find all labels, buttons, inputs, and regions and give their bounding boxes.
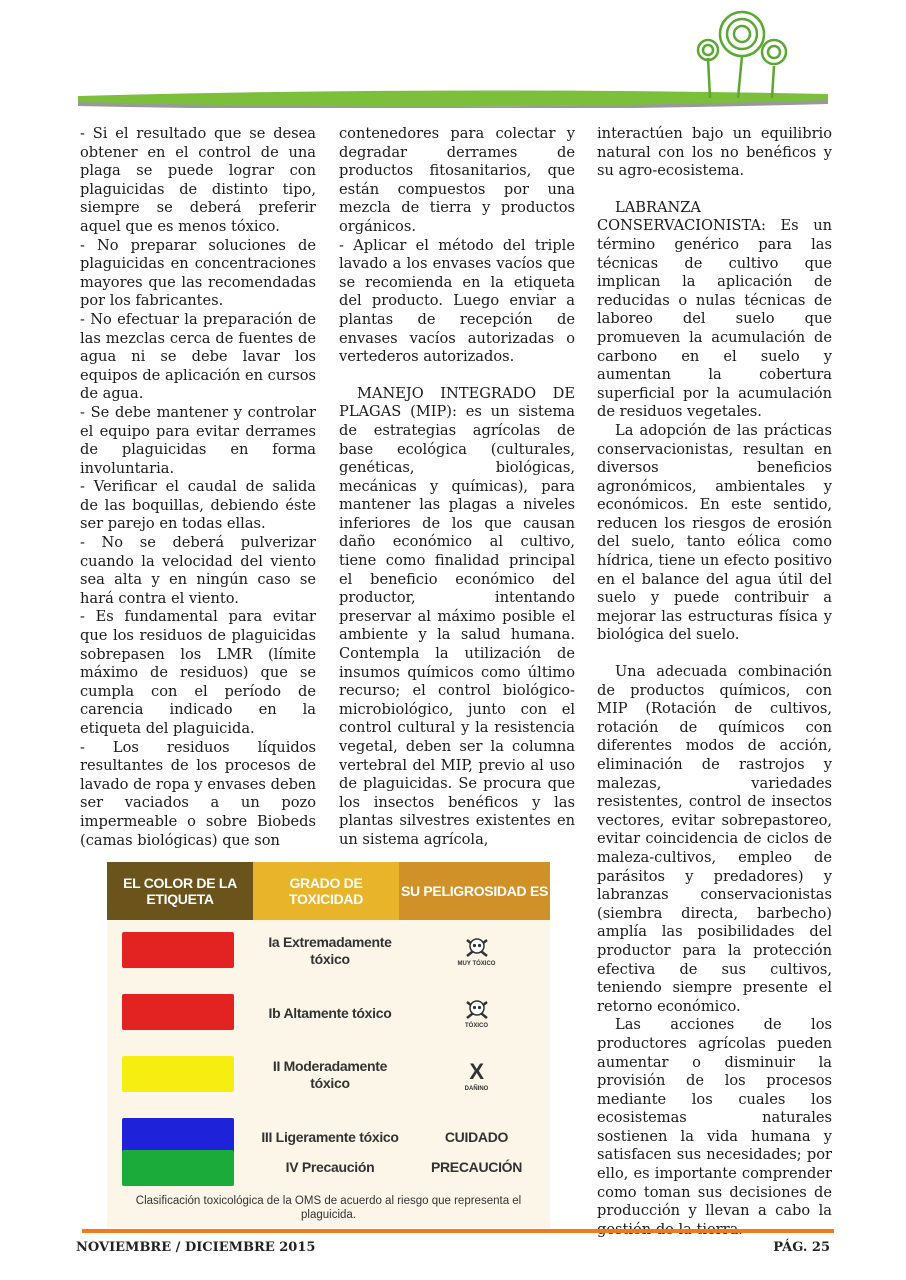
toxicity-level: II Moderadamente tóxico	[272, 1058, 388, 1091]
paragraph: - Aplicar el método del triple lavado a los envases vacíos que se recomienda en la etiqueta del producto. Luego enviar a plantas de recepción de envases vacíos autorizadas o vertederos autorizados.	[339, 236, 575, 366]
hazard-cell	[403, 920, 550, 982]
label-color-swatch	[122, 994, 234, 1030]
header-toxicity-grade: GRADO DE TOXICIDAD	[253, 862, 399, 920]
tree-logo-icon	[688, 8, 788, 100]
toxicity-level: Ia Extremadamente tóxico	[268, 934, 392, 967]
hazard-word: PRECAUCIÓN	[430, 1159, 523, 1175]
paragraph: - Verificar el caudal de salida de las boquillas, debiendo éste ser parejo en todas ellas.	[80, 478, 316, 533]
paragraph: - Se debe mantener y controlar el equipo para evitar derrames de plaguicidas en forma involuntaria.	[80, 403, 316, 477]
column-2	[339, 125, 575, 850]
hazard-small-label: TÓXICO	[464, 1022, 488, 1029]
hazard-cell	[403, 1044, 550, 1106]
skull-crossbones-icon	[464, 936, 490, 960]
paragraph: - Si el resultado que se desea obtener en el control de una plaga se puede lograr con plaguicidas de distinto tipo, siempre se deberá preferir aquel que es menos tóxico.	[80, 125, 316, 235]
paragraph: - Es fundamental para evitar que los residuos de plaguicidas sobrepasen los LMR (límite máximo de residuos) que se cumpla con el período de carencia indicado en la etiqueta del plaguicida.	[80, 608, 316, 737]
paragraph: - No preparar soluciones de plaguicidas en concentraciones mayores que las recomendadas por los fabricantes.	[80, 236, 316, 310]
hazard-small-label: DAÑINO	[464, 1085, 489, 1092]
paragraph: interactúen bajo un equilibrio natural con los no benéficos y su agro-ecosistema.	[597, 125, 832, 180]
footer-orange-rule	[82, 1229, 834, 1233]
toxicity-table	[107, 862, 550, 1228]
hazard-small-label: MUY TÓXICO	[457, 960, 496, 967]
paragraph: La adopción de las prácticas conservacionistas, resultan en diversos beneficios agronómicos, ambientales y económicos. En este sentido, reducen los riesgos de erosión del suelo, tanto eólica como hídrica, tiene un efecto positivo en el balance del agua útil del suelo y puede contribuir a mejorar las estructuras física y biológica del suelo.	[597, 421, 832, 644]
issue-date: NOVIEMBRE / DICIEMBRE 2015	[76, 1240, 316, 1255]
labranza-paragraph: LABRANZA CONSERVACIONISTA: Es un término genérico para las técnicas de cultivo que implican la aplicación de reducidas o nulas técnicas de laboreo del suelo que promueven la acumulación de carbono en el suelo y aumentan la cobertura superficial por la acumulación de residuos vegetales.	[597, 198, 832, 421]
hazard-cell	[403, 1140, 550, 1194]
toxicity-level: IV Precaución	[285, 1158, 375, 1175]
toxicity-level: III Ligeramente tóxico	[261, 1128, 399, 1145]
toxicity-row	[107, 1140, 550, 1194]
hazard-cell	[403, 982, 550, 1044]
paragraph: - No efectuar la preparación de las mezclas cerca de fuentes de agua ni se debe lavar los equipos de aplicación en cursos de agua.	[80, 310, 316, 403]
mip-paragraph: MANEJO INTEGRADO DE PLAGAS (MIP): es un sistema de estrategias agrícolas de base ecológica (culturales, genéticas, biológicas, mecánicas y químicas), para mantener las plagas a niveles inferiores de los que causan daño económico al cultivo, tiene como finalidad principal el beneficio económico del productor, intentando preservar al máximo posible el ambiente y la salud humana. Contempla la utilización de insumos químicos como último recurso; el control biológico-microbiológico, junto con el control cultural y la resistencia vegetal, deben ser la columna vertebral del MIP, previo al uso de plaguicidas. Se procura que los insectos benéficos y las plantas silvestres existentes en un sistema agrícola,	[339, 384, 575, 848]
hazard-word: CUIDADO	[444, 1129, 509, 1145]
toxicity-row	[107, 982, 550, 1044]
table-caption: Clasificación toxicológica de la OMS de acuerdo al riesgo que representa el plaguicida.	[135, 1195, 522, 1221]
toxicity-row	[107, 920, 550, 982]
header-hazard: SU PELIGROSIDAD ES	[399, 862, 550, 920]
label-color-swatch	[122, 932, 234, 968]
label-color-swatch	[122, 1150, 234, 1186]
skull-crossbones-icon	[464, 998, 490, 1022]
toxicity-row	[107, 1044, 550, 1106]
paragraph: Una adecuada combinación de productos químicos, con MIP (Rotación de cultivos, rotación de químicos con diferentes modos de acción, eliminación de rastrojos y malezas, variedades resistentes, control de insectos vectores, evitar sobrepastoreo, evitar coincidencia de ciclos de maleza-cultivos, empleo de parásitos y predadores) y labranzas conservacionistas (siembra directa, barbecho) amplía las posibilidades del productor para la protección efectiva de sus cultivos, teniendo siempre presente el retorno económico.	[597, 663, 832, 1015]
column-1	[80, 125, 316, 850]
header-label-color: EL COLOR DE LA ETIQUETA	[107, 862, 253, 920]
paragraph: - No se deberá pulverizar cuando la velocidad del viento sea alta y en ningún caso se hará contra el viento.	[80, 534, 316, 607]
x-mark-icon: X	[469, 1058, 484, 1084]
paragraph: - Los residuos líquidos resultantes de los procesos de lavado de ropa y envases deben ser vaciados a un pozo impermeable o sobre Biobeds (camas biológicas) que son	[80, 738, 316, 849]
paragraph: Las acciones de los productores agrícolas pueden aumentar o disminuir la provisión de los procesos mediante los cuales los ecosistemas naturales sostienen la vida humana y satisfacen sus necesidades; por ello, es importante comprender como toman sus decisiones de producción y llevan a cabo la	[597, 1016, 832, 1220]
toxicity-level: Ib Altamente tóxico	[268, 1004, 392, 1021]
column-3	[597, 125, 832, 1239]
paragraph: contenedores para colectar y degradar derrames de productos fitosanitarios, que están compuestos por una mezcla de tierra y productos orgánicos.	[339, 125, 575, 235]
label-color-swatch	[122, 1056, 234, 1092]
page-number: PÁG. 25	[773, 1240, 830, 1255]
